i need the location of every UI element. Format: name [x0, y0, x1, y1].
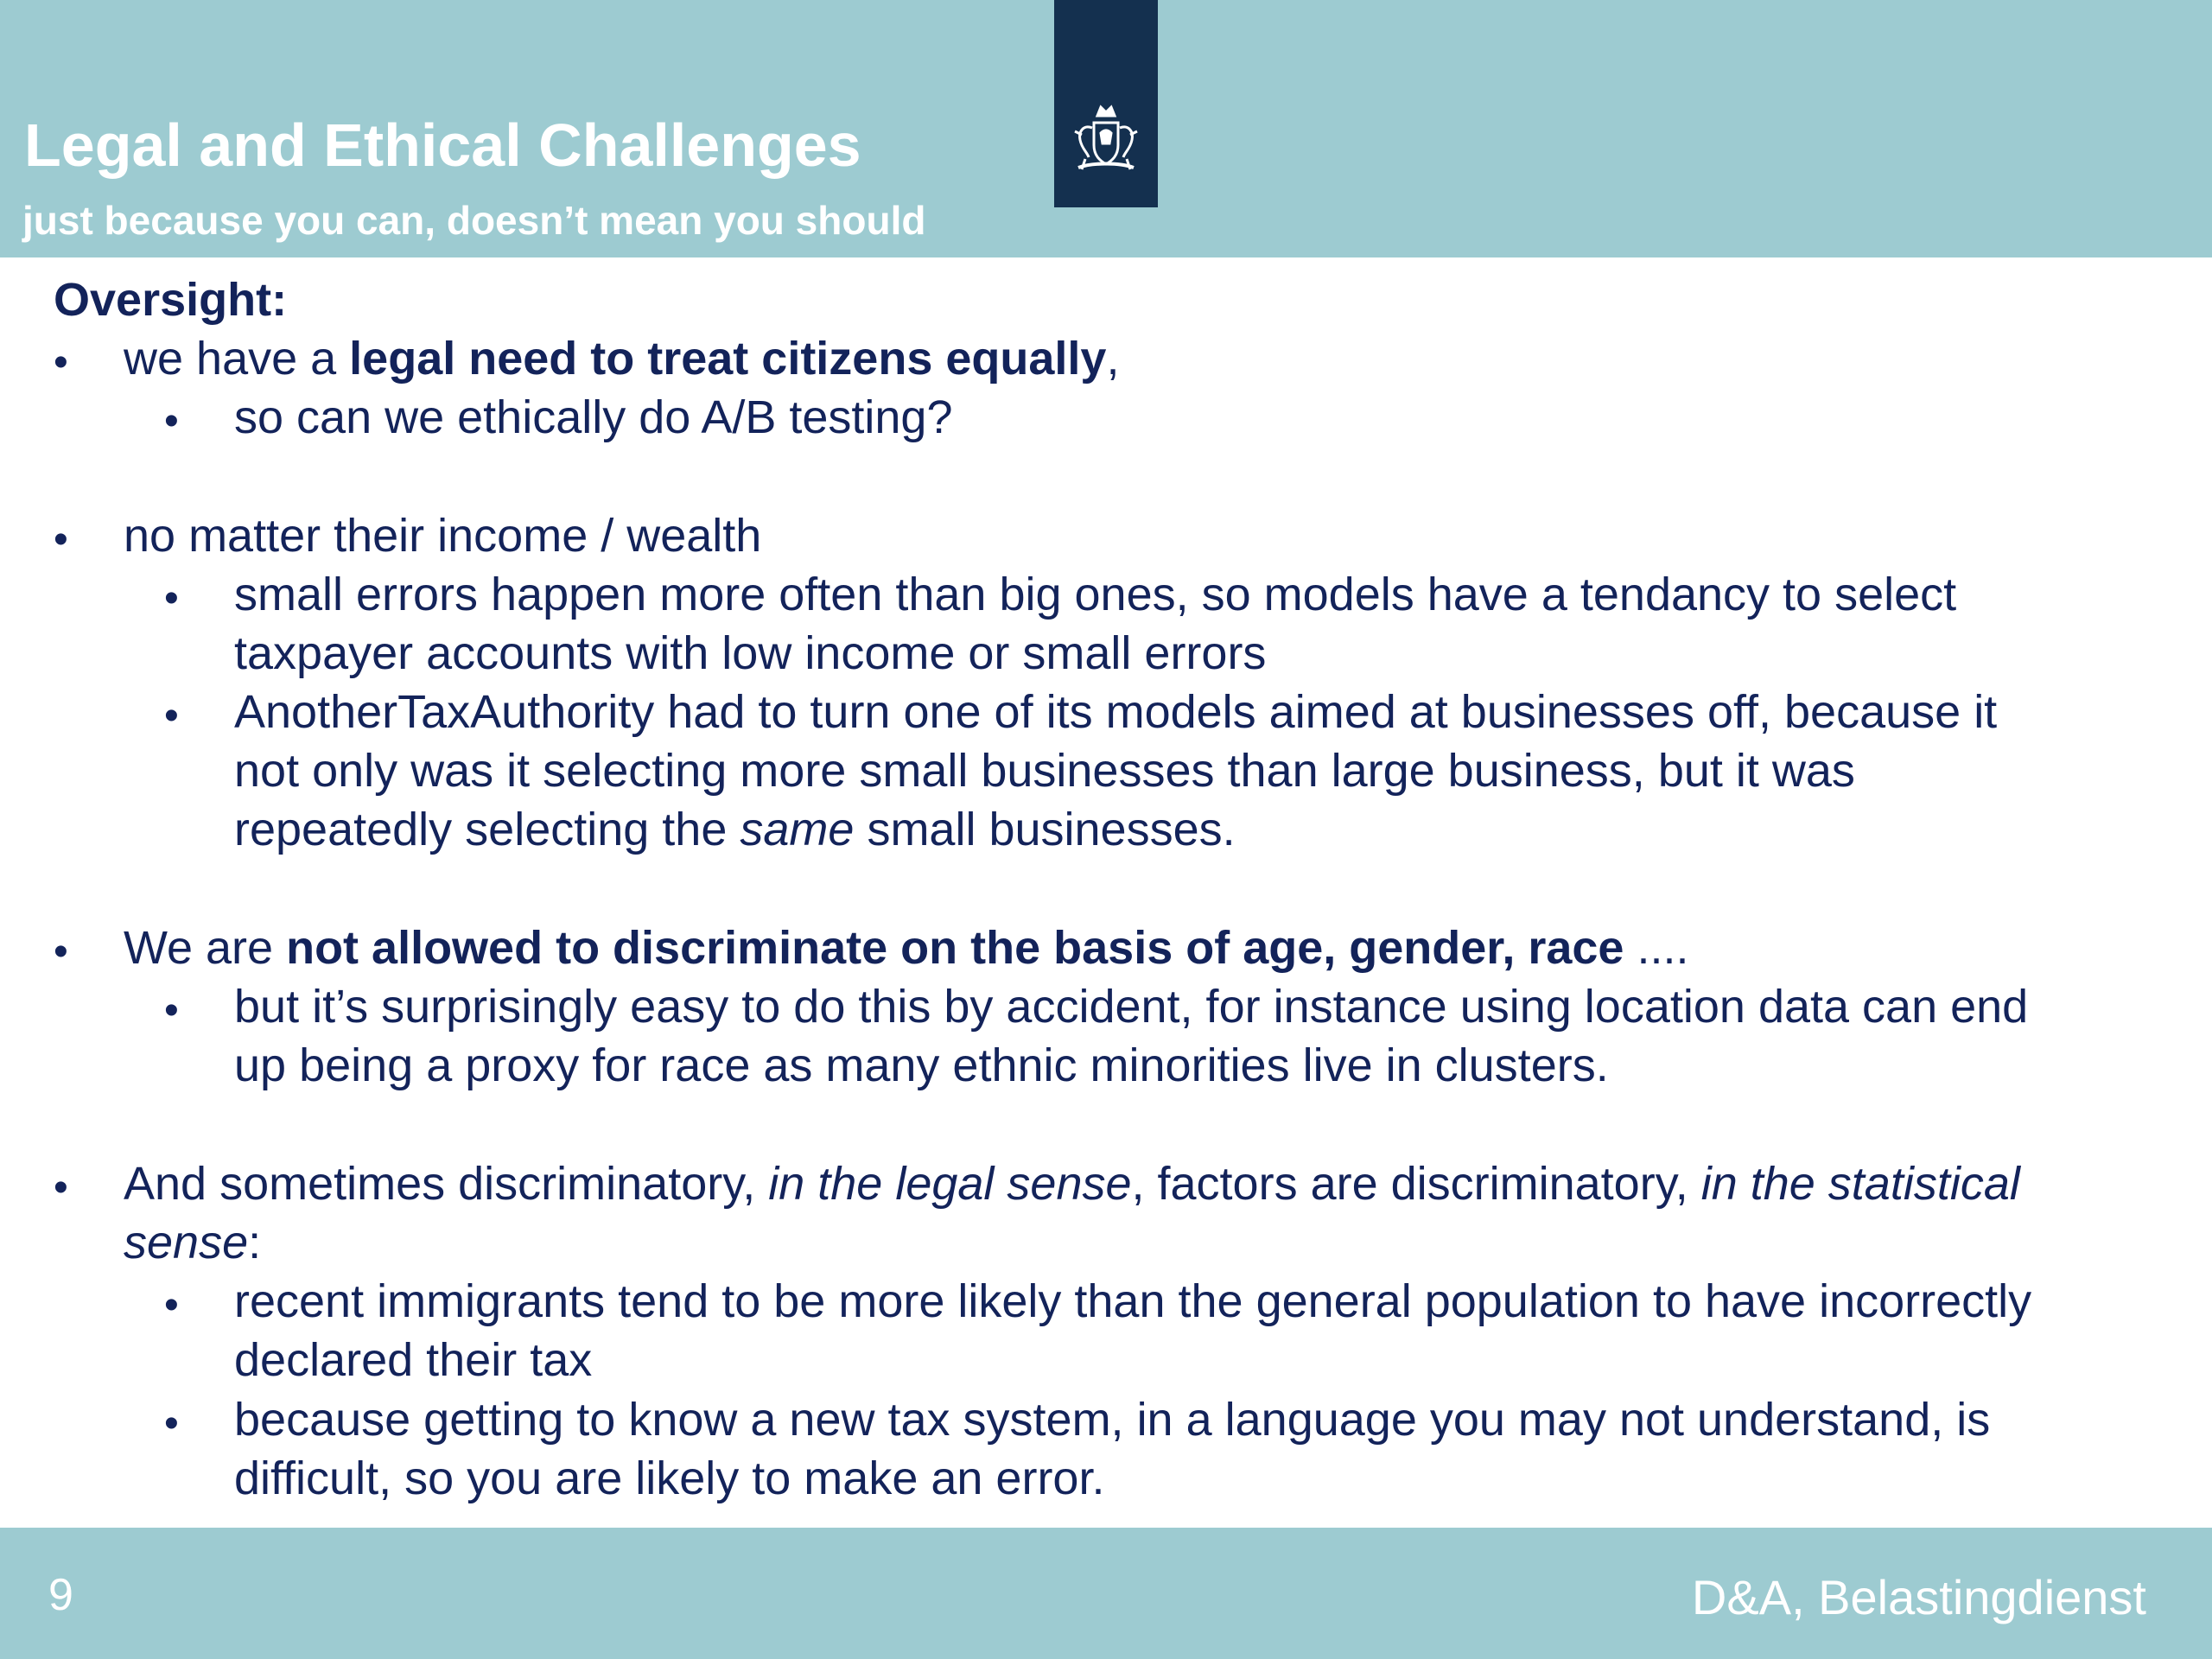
- bullet-marker: •: [164, 988, 179, 1033]
- text-run: we have a: [124, 333, 350, 385]
- bullet-marker: •: [164, 693, 179, 739]
- bullet-legal-vs-statistical-line-1: [124, 1157, 2020, 1211]
- text-run: repeatedly selecting the: [234, 804, 741, 855]
- text-run: ,: [1106, 333, 1120, 385]
- italic-text-run: in the statistical: [1700, 1158, 2020, 1210]
- text-run: :: [248, 1217, 262, 1268]
- bullet-income-wealth: no matter their income / wealth: [124, 510, 762, 562]
- text-run: We are: [124, 922, 287, 974]
- bullet-marker: •: [54, 1165, 68, 1211]
- text-run: And sometimes discriminatory,: [124, 1158, 769, 1210]
- slide-header: [0, 0, 2212, 257]
- italic-text-run: sense: [124, 1217, 249, 1268]
- bullet-marker: •: [54, 517, 68, 563]
- text-run: small businesses.: [854, 804, 1236, 855]
- bullet-marker: •: [164, 1282, 179, 1328]
- sub-bullet-tax-system-line-1: because getting to know a new tax system, in a language you may not understand, is: [234, 1394, 1991, 1446]
- bullet-marker: •: [164, 398, 179, 444]
- slide-body: [0, 257, 2212, 1528]
- sub-bullet-small-errors-line-2: taxpayer accounts with low income or small errors: [234, 627, 1267, 679]
- slide-subtitle: just because you can, doesn’t mean you should: [22, 198, 926, 243]
- bullet-equal-treatment: [124, 332, 1119, 385]
- bullet-legal-vs-statistical-line-2: [124, 1216, 261, 1269]
- sub-bullet-small-errors-line-1: small errors happen more often than big ones, so models have a tendancy to select: [234, 569, 1957, 620]
- bullet-marker: •: [164, 1401, 179, 1446]
- sub-bullet-proxy-line-2: up being a proxy for race as many ethnic minorities live in clusters.: [234, 1039, 1609, 1091]
- text-run: , factors are discriminatory,: [1131, 1158, 1701, 1210]
- page-number: 9: [48, 1570, 73, 1620]
- sub-bullet-tax-system-line-2: difficult, so you are likely to make an error.: [234, 1452, 1105, 1504]
- sub-bullet-another-authority-line-1: AnotherTaxAuthority had to turn one of its models aimed at businesses off, because it: [234, 686, 1998, 738]
- sub-bullet-ab-testing: so can we ethically do A/B testing?: [234, 391, 953, 443]
- bold-text-run: not allowed to discriminate on the basis of age, gender, race: [286, 922, 1624, 974]
- bullet-marker: •: [164, 575, 179, 621]
- sub-bullet-immigrants-line-2: declared their tax: [234, 1334, 593, 1386]
- text-run: ....: [1624, 922, 1689, 974]
- italic-text-run: same: [740, 804, 855, 855]
- italic-text-run: in the legal sense: [768, 1158, 1132, 1210]
- section-heading: Oversight:: [54, 274, 288, 326]
- footer-organization: D&A, Belastingdienst: [1691, 1570, 2146, 1624]
- logo-band: [1054, 0, 1158, 207]
- bullet-marker: •: [54, 929, 68, 975]
- sub-bullet-proxy-line-1: but it’s surprisingly easy to do this by accident, for instance using location data can end: [234, 981, 2029, 1033]
- bold-text-run: legal need to treat citizens equally: [349, 333, 1107, 385]
- sub-bullet-another-authority-line-3: [234, 803, 1236, 856]
- coat-of-arms-icon: [1063, 97, 1149, 183]
- bullet-no-discrimination: [124, 921, 1688, 975]
- slide-title: Legal and Ethical Challenges: [24, 111, 861, 179]
- bullet-marker: •: [54, 340, 68, 385]
- slide-footer: [0, 1528, 2212, 1659]
- sub-bullet-immigrants-line-1: recent immigrants tend to be more likely than the general population to have incorrectly: [234, 1275, 2032, 1327]
- sub-bullet-another-authority-line-2: not only was it selecting more small businesses than large business, but it was: [234, 745, 1855, 797]
